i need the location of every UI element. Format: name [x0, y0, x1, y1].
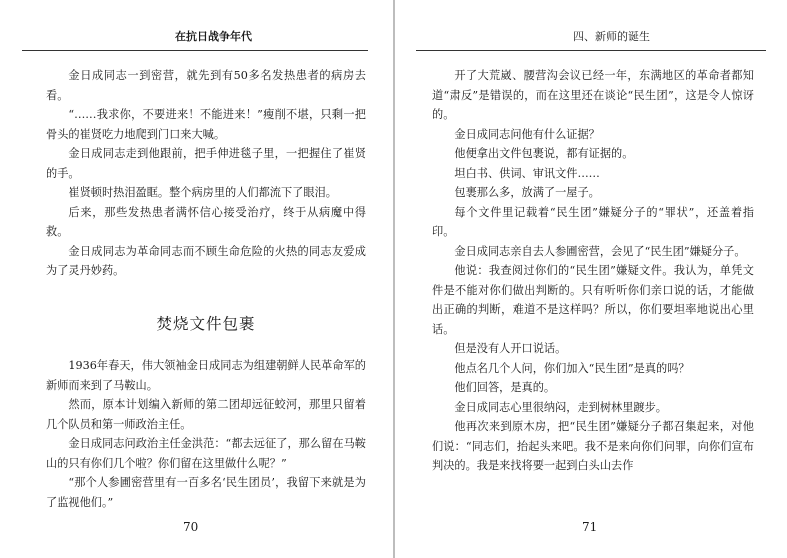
- paragraph: 他便拿出文件包裹说，都有证据的。: [454, 147, 634, 160]
- paragraph: 金日成同志为革命同志而不顾生命危险的火热的同志友爱成为了灵丹妙药。: [46, 244, 366, 277]
- paragraph: 金日成同志问他有什么证据？: [454, 127, 600, 141]
- page-number: 70: [183, 520, 199, 534]
- running-header: 在抗日战争年代: [175, 30, 252, 43]
- paragraph: “……我求你，不要进来！不能进来！”瘦削不堪，只剩一把骨头的崔贤吃力地爬到门口来大喊。: [46, 108, 366, 141]
- header-rule: [22, 50, 368, 51]
- page-body: [432, 66, 754, 476]
- paragraph: 1936年春天，伟大领袖金日成同志为组建朝鲜人民革命军的新师而来到了马鞍山。: [46, 359, 366, 392]
- paragraph: 坦白书、供词、审讯文件……: [454, 166, 600, 180]
- paragraph: “那个人参圃密营里有一百多名‘民生团员’，我留下来就是为了监视他们。”: [46, 476, 366, 509]
- paragraph: 金日成同志一到密营，就先到有50多名发热患者的病房去看。: [46, 69, 366, 102]
- book-gutter: [393, 0, 395, 558]
- paragraph: 金日成同志心里很纳闷，走到树林里踱步。: [454, 400, 667, 414]
- paragraph: 崔贤顿时热泪盈眶。整个病房里的人们都流下了眼泪。: [68, 186, 337, 199]
- paragraph: 开了大荒崴、腰营沟会议已经一年，东满地区的革命者都知道“肃反”是错误的，而在这里还在谈论“民生团”，这是令人惊讶的。: [432, 69, 754, 121]
- page-body: [46, 66, 366, 512]
- paragraph: 金日成同志走到他跟前，把手伸进毯子里，一把握住了崔贤的手。: [46, 147, 366, 180]
- running-header: 四、新师的诞生: [573, 30, 650, 43]
- paragraph: 后来，那些发热患者满怀信心接受治疗，终于从病魔中得救。: [46, 205, 366, 238]
- left-page: [0, 0, 392, 558]
- paragraph: 每个文件里记载着“民生团”嫌疑分子的“罪状”，还盖着指印。: [432, 205, 754, 238]
- paragraph: 然而，原本计划编入新师的第二团却远征蛟河，那里只留着几个队员和第一师政治主任。: [46, 398, 366, 431]
- section-title: 焚烧文件包裹: [156, 314, 256, 333]
- paragraph: 他们回答，是真的。: [454, 381, 556, 394]
- paragraph: 他点名几个人问，你们加入“民生团”是真的吗？: [454, 361, 690, 375]
- paragraph: 但是没有人开口说话。: [454, 342, 567, 355]
- paragraph: 包裹那么多，放满了一屋子。: [454, 186, 600, 199]
- paragraph: 金日成同志问政治主任金洪范：“都去远征了，那么留在马鞍山的只有你们几个啦？你们留在这里做什么呢？”: [46, 437, 366, 470]
- paragraph: 他再次来到原木房，把“民生团”嫌疑分子都召集起来，对他们说：“同志们，抬起头来吧。我不是来向你们问罪，向你们宣布判决的。我是来找将要一起到白头山去作: [432, 420, 754, 472]
- paragraph: 他说：我查阅过你们的“民生团”嫌疑文件。我认为，单凭文件是不能对你们做出判断的。只有听听你们亲口说的话，才能做出正确的判断，难道不是这样吗？所以，你们要坦率地说出心里话。: [432, 264, 754, 336]
- paragraph: 金日成同志亲自去人参圃密营，会见了“民生团”嫌疑分子。: [454, 244, 746, 258]
- page-number: 71: [582, 520, 598, 534]
- header-rule: [416, 50, 766, 51]
- right-page: [396, 0, 787, 558]
